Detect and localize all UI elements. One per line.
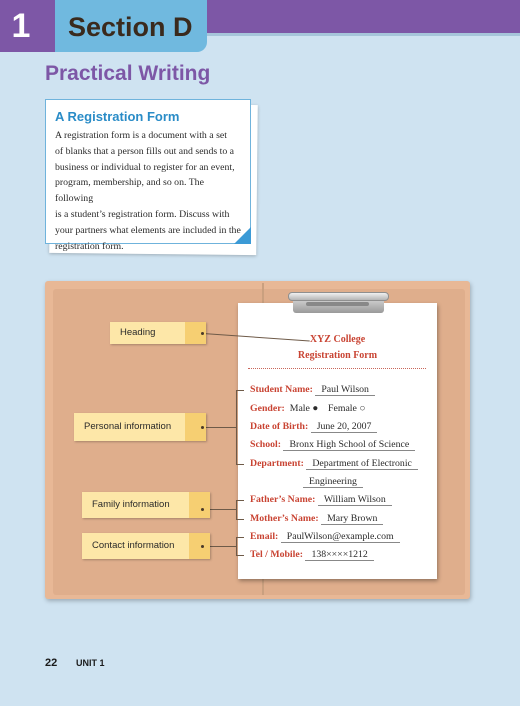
personal-connector	[203, 427, 236, 428]
bracket-tick	[236, 500, 244, 501]
intro-title: A Registration Form	[55, 109, 180, 124]
email-row	[250, 531, 400, 542]
intro-line: of blanks that a person fills out and sends to a	[55, 145, 235, 157]
empty-circle-icon: ○	[359, 403, 366, 414]
father-row	[250, 494, 392, 505]
page-fold-corner	[234, 227, 251, 244]
intro-line: business or individual to register for an event,	[55, 161, 235, 173]
page-number: 22	[45, 657, 58, 669]
form-title: Registration Form	[297, 350, 378, 361]
father-value: William Wilson	[318, 494, 392, 506]
note-contact	[82, 533, 210, 559]
bracket-tick	[236, 390, 244, 391]
intro-line: your partners what elements are included in the	[55, 224, 241, 236]
department-value-2: Engineering	[303, 476, 363, 488]
note-heading	[110, 322, 206, 344]
header-divider	[207, 33, 520, 36]
form-college: XYZ College	[309, 334, 366, 345]
footer-unit: UNIT 1	[76, 658, 105, 668]
pin-dot	[201, 545, 204, 548]
intro-text	[55, 128, 241, 254]
gender-row	[250, 403, 365, 414]
email-label: Email:	[250, 531, 279, 542]
father-label: Father’s Name:	[250, 494, 316, 505]
clip-ridge	[306, 302, 369, 306]
note-contact-label: Contact information	[92, 540, 175, 551]
tel-label: Tel / Mobile:	[250, 549, 303, 560]
section-title: Section D	[68, 12, 193, 42]
school-label: School:	[250, 439, 282, 450]
note-personal	[74, 413, 206, 441]
school-row	[250, 439, 415, 450]
gender-label: Gender:	[250, 403, 285, 414]
intro-line: registration form.	[55, 240, 124, 252]
note-tab	[189, 533, 210, 559]
unit-number: 1	[11, 7, 31, 45]
student-name-row	[250, 384, 375, 395]
gender-female-text: Female	[328, 403, 357, 414]
school-value: Bronx High School of Science	[283, 439, 415, 451]
page-title: Practical Writing	[45, 62, 211, 85]
department-row-2	[303, 476, 363, 487]
intro-line: A registration form is a document with a set	[55, 130, 227, 141]
note-tab	[189, 492, 210, 518]
dob-label: Date of Birth:	[250, 421, 309, 432]
contact-bracket	[236, 537, 237, 555]
tel-value: 138××××1212	[305, 549, 373, 561]
student-name-label: Student Name:	[250, 384, 313, 395]
pin-dot	[201, 508, 204, 511]
department-label: Department:	[250, 458, 304, 469]
filled-circle-icon: ●	[312, 403, 319, 414]
bracket-tick	[236, 464, 244, 465]
email-value: PaulWilson@example.com	[281, 531, 400, 543]
department-row	[250, 458, 418, 469]
pin-dot	[201, 426, 204, 429]
clip-top	[288, 292, 389, 301]
bracket-tick	[236, 537, 244, 538]
mother-value: Mary Brown	[321, 513, 383, 525]
note-family	[82, 492, 210, 518]
pin-dot	[201, 332, 204, 335]
dob-value: June 20, 2007	[311, 421, 378, 433]
note-personal-label: Personal information	[84, 421, 172, 432]
intro-line: program, membership, and so on. The following	[55, 177, 204, 205]
mother-label: Mother’s Name:	[250, 513, 319, 524]
dob-row	[250, 421, 377, 432]
note-family-label: Family information	[92, 499, 170, 510]
note-heading-label: Heading	[120, 327, 156, 338]
gender-male-text: Male	[289, 403, 310, 414]
intro-line: is a student’s registration form. Discuss with	[55, 208, 230, 220]
bracket-tick	[236, 519, 244, 520]
department-value: Department of Electronic	[306, 458, 418, 470]
student-name-value: Paul Wilson	[315, 384, 375, 396]
form-divider	[248, 368, 426, 369]
personal-bracket	[236, 390, 237, 464]
bracket-tick	[236, 555, 244, 556]
tel-row	[250, 549, 374, 560]
intro-card	[45, 99, 251, 252]
mother-row	[250, 513, 383, 524]
family-bracket	[236, 500, 237, 519]
